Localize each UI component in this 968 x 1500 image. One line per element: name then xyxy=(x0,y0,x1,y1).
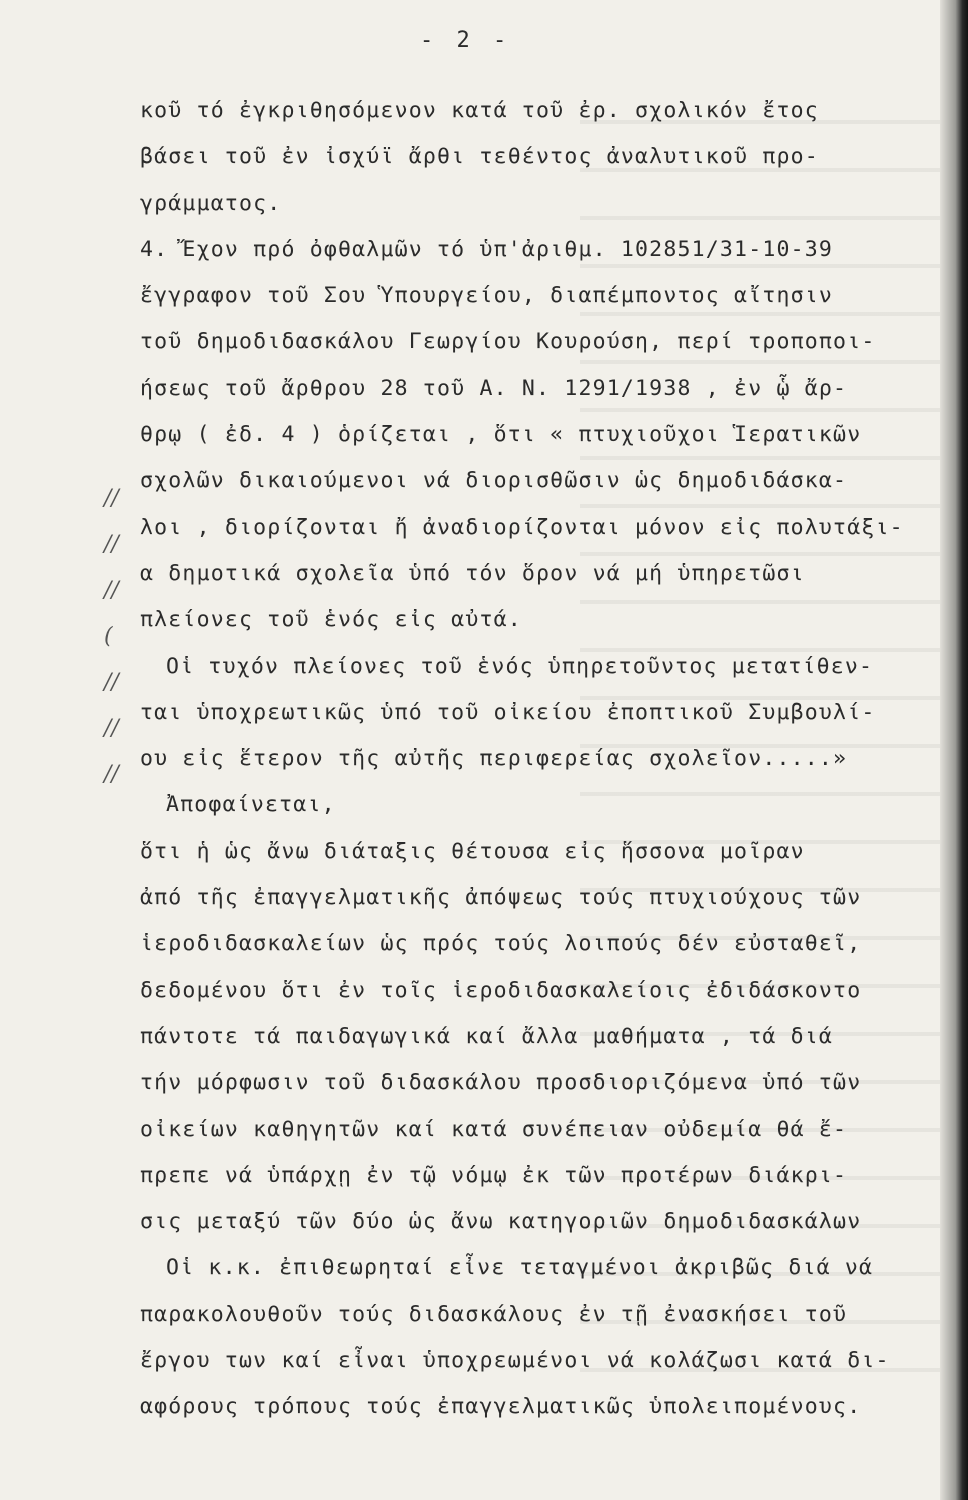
text-line: ἱεροδιδασκαλείων ὡς πρός τούς λοιπούς δέν εὐσταθεῖ, xyxy=(140,931,862,957)
text-line: ου εἰς ἕτερον τῆς αὐτῆς περιφερείας σχολεῖον.....» xyxy=(140,746,848,772)
text-line: Οἱ κ.κ. ἐπιθεωρηταί εἶνε τεταγμένοι ἀκριβῶς διά νά xyxy=(166,1255,874,1281)
margin-handwritten-mark: // xyxy=(104,670,119,695)
text-line: Οἱ τυχόν πλείονες τοῦ ἑνός ὑπηρετοῦντος μετατίθεν- xyxy=(166,653,874,679)
text-line: ἀπό τῆς ἐπαγγελματικῆς ἀπόψεως τούς πτυχιούχους τῶν xyxy=(140,885,862,911)
margin-handwritten-mark: // xyxy=(104,762,119,787)
margin-handwritten-mark: // xyxy=(104,486,119,511)
page-number: - 2 - xyxy=(420,28,512,53)
text-line: αφόρους τρόπους τούς ἐπαγγελματικῶς ὑπολειπομένους. xyxy=(140,1394,862,1420)
text-line: σχολῶν δικαιούμενοι νά διορισθῶσιν ὡς δημοδιδάσκα- xyxy=(140,468,848,494)
margin-handwritten-mark: // xyxy=(104,716,119,741)
text-line: σις μεταξύ τῶν δύο ὡς ἄνω κατηγοριῶν δημοδιδασκάλων xyxy=(140,1209,862,1235)
text-line: πάντοτε τά παιδαγωγικά καί ἄλλα μαθήματα , τά διά xyxy=(140,1023,834,1049)
text-line: ται ὑποχρεωτικῶς ὑπό τοῦ οἰκείου ἐποπτικοῦ Συμβουλί- xyxy=(140,699,876,725)
text-line: 4. Ἔχον πρό ὀφθαλμῶν τό ὑπ'ἀριθμ. 102851/31-10-39 xyxy=(140,236,834,262)
text-line: ήσεως τοῦ ἄρθρου 28 τοῦ Α. Ν. 1291/1938 , ἐν ᾧ ἄρ- xyxy=(140,375,848,401)
text-line: ἔργου των καί εἶναι ὑποχρεωμένοι νά κολάζωσι κατά δι- xyxy=(140,1348,890,1374)
text-line: δεδομένου ὅτι ἐν τοῖς ἱεροδιδασκαλείοις ἐδιδάσκοντο xyxy=(140,977,862,1003)
margin-handwritten-mark: // xyxy=(104,532,119,557)
text-line: κοῦ τό ἐγκριθησόμενον κατά τοῦ ἐρ. σχολικόν ἔτος xyxy=(140,98,819,123)
margin-handwritten-mark: // xyxy=(104,578,119,603)
text-line: θρῳ ( ἐδ. 4 ) ὁρίζεται , ὅτι « πτυχιοῦχοι Ἱερατικῶν xyxy=(140,422,862,448)
text-line: ὅτι ἡ ὡς ἄνω διάταξις θέτουσα εἰς ἥσσονα μοῖραν xyxy=(140,838,805,864)
typed-text-body xyxy=(140,88,930,1431)
text-line: ἔγγραφον τοῦ Σου Ὑπουργείου, διαπέμποντος αἴτησιν xyxy=(140,283,834,309)
text-line: τοῦ δημοδιδασκάλου Γεωργίου Κουρούση, περί τροποποι- xyxy=(140,329,876,355)
text-line: γράμματος. xyxy=(140,190,282,216)
text-line: πρεπε νά ὑπάρχῃ ἐν τῷ νόμῳ ἐκ τῶν προτέρων διάκρι- xyxy=(140,1162,848,1188)
page-edge-shadow xyxy=(940,0,968,1500)
margin-handwritten-mark: ( xyxy=(104,624,113,649)
text-line: τήν μόρφωσιν τοῦ διδασκάλου προσδιοριζόμενα ὑπό τῶν xyxy=(140,1070,862,1096)
text-line: λοι , διορίζονται ἤ ἀναδιορίζονται μόνον εἰς πολυτάξι- xyxy=(140,514,904,540)
text-line: βάσει τοῦ ἐν ἰσχύϊ ἄρθι τεθέντος ἀναλυτικοῦ προ- xyxy=(140,144,819,170)
text-line: α δημοτικά σχολεῖα ὑπό τόν ὅρον νά μή ὑπηρετῶσι xyxy=(140,560,805,586)
text-line: πλείονες τοῦ ἑνός εἰς αὐτά. xyxy=(140,607,522,633)
text-line: παρακολουθοῦν τούς διδασκάλους ἐν τῇ ἐνασκήσει τοῦ xyxy=(140,1301,848,1327)
text-line: Ἀποφαίνεται, xyxy=(166,792,336,818)
text-line: οἰκείων καθηγητῶν καί κατά συνέπειαν οὐδεμία θά ἔ- xyxy=(140,1116,848,1142)
